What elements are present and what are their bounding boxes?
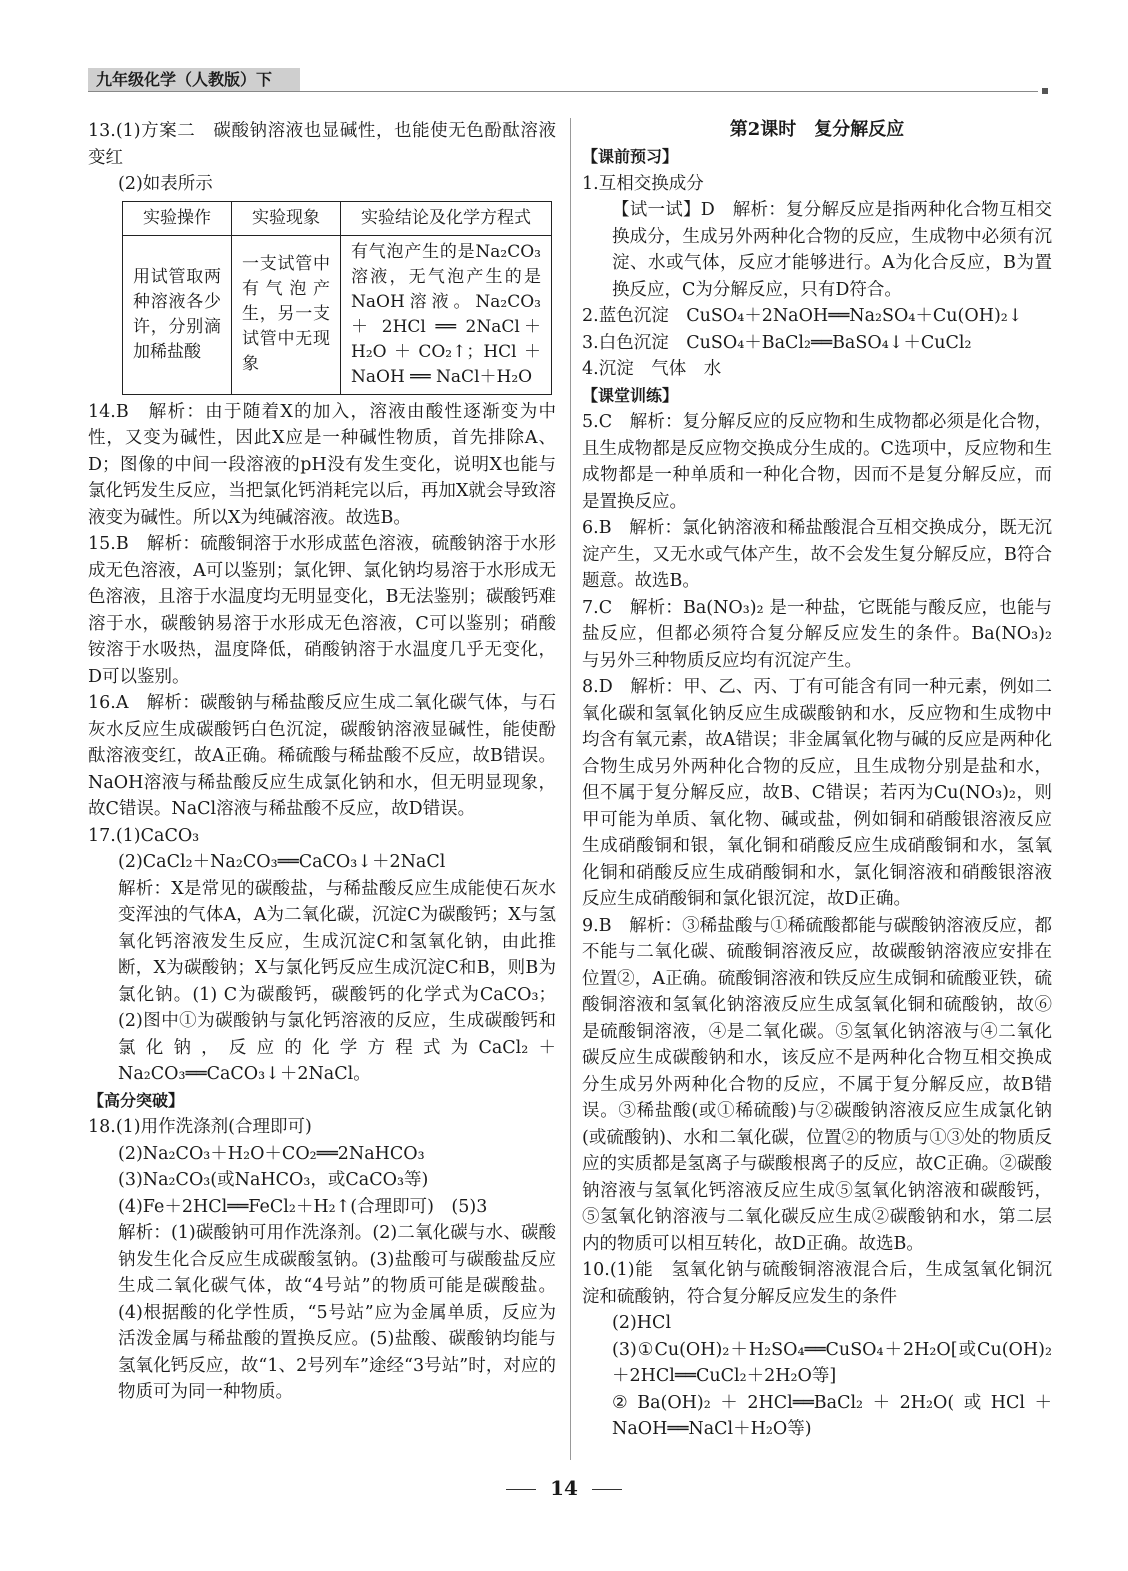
header-title: 九年级化学（人教版）下 xyxy=(88,68,300,92)
q18-part2: (2)Na₂CO₃＋H₂O＋CO₂══2NaHCO₃ xyxy=(118,1143,425,1164)
column-divider xyxy=(570,118,571,1460)
table-cell-phenomenon: 一支试管中有气泡产生，另一支试管中无现象 xyxy=(232,235,341,394)
q17-part1: 17.(1)CaCO₃ xyxy=(88,825,200,846)
q10-part3: (3)①Cu(OH)₂＋H₂SO₄══CuSO₄＋2H₂O[或Cu(OH)₂＋2HCl══CuCl₂＋2H₂O等] xyxy=(612,1339,1052,1386)
q16: 16.A 解析：碳酸钠与稀盐酸反应生成二氧化碳气体，与石灰水反应生成碳酸钙白色沉淀，碳酸钠溶液显碱性，能使酚酞溶液变红，故A正确。稀硫酸与稀盐酸不反应，故B错误。NaOH溶液与稀盐酸反应生成氯化钠和水，但无明显现象，故C错误。NaCl溶液与稀盐酸不反应，故D错误。 xyxy=(88,693,556,819)
q15: 15.B 解析：硫酸铜溶于水形成蓝色溶液，硫酸钠溶于水形成无色溶液，A可以鉴别；氯化钾、氯化钠均易溶于水形成无色溶液，且溶于水温度均无明显变化，B无法鉴别；碳酸钙难溶于水，碳酸钠易溶于水形成无色溶液，C可以鉴别；硝酸铵溶于水吸热，温度降低，硝酸钠溶于水温度几乎无变化，D可以鉴别。 xyxy=(88,534,556,687)
q18-part3: (3)Na₂CO₃(或NaHCO₃，或CaCO₃等) xyxy=(118,1170,429,1190)
q14: 14.B 解析：由于随着X的加入，溶液由酸性逐渐变为中性，又变为碱性，因此X应是一种碱性物质，首先排除A、D；图像的中间一段溶液的pH没有发生变化，说明X也能与氯化钙发生反应，当把氯化钙消耗完以后，再加X就会导致溶液变为碱性。所以X为纯碱溶液。故选B。 xyxy=(88,401,556,528)
q10-part1: 10.(1)能 氢氧化钠与硫酸铜溶液混合后，生成氢氧化铜沉淀和硫酸钠，符合复分解反应发生的条件 xyxy=(582,1260,1052,1307)
q13-part2: (2)如表所示 xyxy=(118,174,213,194)
running-header xyxy=(88,68,1048,92)
try-it: 【试一试】D 解析：复分解反应是指两种化合物互相交换成分，生成另外两种化合物的反应，生成物中必须有沉淀、水或气体，反应才能够进行。A为化合反应，B为置换反应，C为分解反应，只有D符合。 xyxy=(612,200,1052,300)
q10-part2: (2)HCl xyxy=(612,1313,672,1333)
q18-explanation: 解析：(1)碳酸钠可用作洗涤剂。(2)二氧化碳与水、碳酸钠发生化合反应生成碳酸氢钠。(3)盐酸可与碳酸盐反应生成二氧化碳气体，故“4号站”的物质可能是碳酸盐。(4)根据酸的化学性质，“5号站”应为金属单质，反应为活泼金属与稀盐酸的置换反应。(5)盐酸、碳酸钠均能与氢氧化钙反应，故“1、2号列车”途经“3号站”时，对应的物质可为同一种物质。 xyxy=(118,1223,556,1402)
table-cell-operation: 用试管取两种溶液各少许，分别滴加稀盐酸 xyxy=(123,235,232,394)
q7: 7.C 解析：Ba(NO₃)₂ 是一种盐，它既能与酸反应，也能与盐反应，但都必须符合复分解反应发生的条件。Ba(NO₃)₂ 与另外三种物质反应均有沉淀产生。 xyxy=(582,597,1052,671)
q5: 5.C 解析：复分解反应的反应物和生成物都必须是化合物，且生成物都是反应物交换成分生成的。C选项中，反应物和生成物都是一种单质和一种化合物，因而不是复分解反应，而是置换反应。 xyxy=(582,412,1052,512)
q10-part4: ②Ba(OH)₂＋2HCl══BaCl₂＋2H₂O(或HCl＋NaOH══NaCl＋H₂O等) xyxy=(612,1392,1052,1439)
section-high-score: 【高分突破】 xyxy=(88,1090,185,1110)
left-column xyxy=(88,118,556,1406)
q18-part1: 18.(1)用作洗涤剂(合理即可) xyxy=(88,1117,312,1137)
table-header-conclusion: 实验结论及化学方程式 xyxy=(341,201,552,235)
preview-1: 1.互相交换成分 xyxy=(582,173,704,194)
table-header-operation: 实验操作 xyxy=(123,201,232,235)
q6: 6.B 解析：氯化钠溶液和稀盐酸混合互相交换成分，既无沉淀产生，又无水或气体产生，故不会发生复分解反应，B符合题意。故选B。 xyxy=(582,518,1052,591)
preview-4: 4.沉淀 气体 水 xyxy=(582,359,722,379)
table-cell-conclusion: 有气泡产生的是Na₂CO₃ 溶液，无气泡产生的是NaOH溶液。Na₂CO₃ ＋ 2HCl ══ 2NaCl＋H₂O＋CO₂↑；HCl＋NaOH ══ NaCl＋H₂O xyxy=(341,235,552,394)
page-number xyxy=(0,1476,1128,1500)
experiment-table xyxy=(122,201,552,395)
section-classroom: 【课堂训练】 xyxy=(582,385,679,405)
right-column xyxy=(582,118,1052,1443)
section-preview: 【课前预习】 xyxy=(582,147,679,166)
q9: 9.B 解析：③稀盐酸与①稀硫酸都能与碳酸钠溶液反应，都不能与二氧化碳、硫酸铜溶液反应，故碳酸钠溶液应安排在位置②，A正确。硫酸铜溶液和铁反应生成铜和硫酸亚铁，硫酸铜溶液和氢氧化钠溶液反应生成氢氧化铜和硫酸钠，故⑥是硫酸铜溶液，④是二氧化碳。⑤氢氧化钠溶液与④二氧化碳反应生成碳酸钠和水，该反应不是两种化合物互相交换成分生成另外两种化合物的反应，不属于复分解反应，故B错误。③稀盐酸(或①稀硫酸)与②碳酸钠溶液反应生成氯化钠(或硫酸钠)、水和二氧化碳，位置②的物质与①③处的物质反应的实质都是氢离子与碳酸根离子的反应，故C正确。②碳酸钠溶液与氢氧化钙溶液反应生成⑤氢氧化钠溶液和碳酸钙，⑤氢氧化钠溶液与二氧化碳反应生成②碳酸钠和水，第二层内的物质可以相互转化，故D正确。故选B。 xyxy=(582,915,1052,1254)
header-square-icon xyxy=(1042,88,1048,94)
page-number-text: 14 xyxy=(550,1476,578,1500)
q18-part4: (4)Fe＋2HCl══FeCl₂＋H₂↑(合理即可) (5)3 xyxy=(118,1196,488,1217)
preview-2: 2.蓝色沉淀 CuSO₄＋2NaOH══Na₂SO₄＋Cu(OH)₂↓ xyxy=(582,306,1023,326)
page-dash-left xyxy=(506,1489,536,1490)
q17-part2: (2)CaCl₂＋Na₂CO₃══CaCO₃↓＋2NaCl xyxy=(118,852,446,872)
q13-part1: 13.(1)方案二 碳酸钠溶液也显碱性，也能使无色酚酞溶液变红 xyxy=(88,121,556,168)
page-dash-right xyxy=(592,1489,622,1490)
header-rule xyxy=(88,91,1038,92)
table-header-phenomenon: 实验现象 xyxy=(232,201,341,235)
lesson-title: 第2课时 复分解反应 xyxy=(729,119,905,140)
q8: 8.D 解析：甲、乙、丙、丁有可能含有同一种元素，例如二氧化碳和氢氧化钠反应生成碳酸钠和水，反应物和生成物中均含有氧元素，故A错误；非金属氧化物与碱的反应是两种化合物生成另外两种化合物的反应，且生成物分别是盐和水，但不属于复分解反应，故B、C错误；若丙为Cu(NO₃)₂，则甲可能为单质、氧化物、碱或盐，例如铜和硝酸银溶液反应生成硝酸铜和银，氧化铜和硝酸反应生成硝酸铜和水，氢氧化铜和硝酸反应生成硝酸铜和水，氯化铜溶液和硝酸银溶液反应生成硝酸铜和氯化银沉淀，故D正确。 xyxy=(582,677,1052,909)
q17-explanation: 解析：X是常见的碳酸盐，与稀盐酸反应生成能使石灰水变浑浊的气体A，A为二氧化碳，沉淀C为碳酸钙；X与氢氧化钙溶液发生反应，生成沉淀C和氢氧化钠，由此推断，X为碳酸钠；X与氯化钙反应生成沉淀C和B，则B为氯化钠。(1) C为碳酸钙，碳酸钙的化学式为CaCO₃；(2)图中①为碳酸钠与氯化钙溶液的反应，生成碳酸钙和氯化钠，反应的化学方程式为CaCl₂＋Na₂CO₃══CaCO₃↓＋2NaCl。 xyxy=(118,878,556,1084)
preview-3: 3.白色沉淀 CuSO₄＋BaCl₂══BaSO₄↓＋CuCl₂ xyxy=(582,332,972,353)
